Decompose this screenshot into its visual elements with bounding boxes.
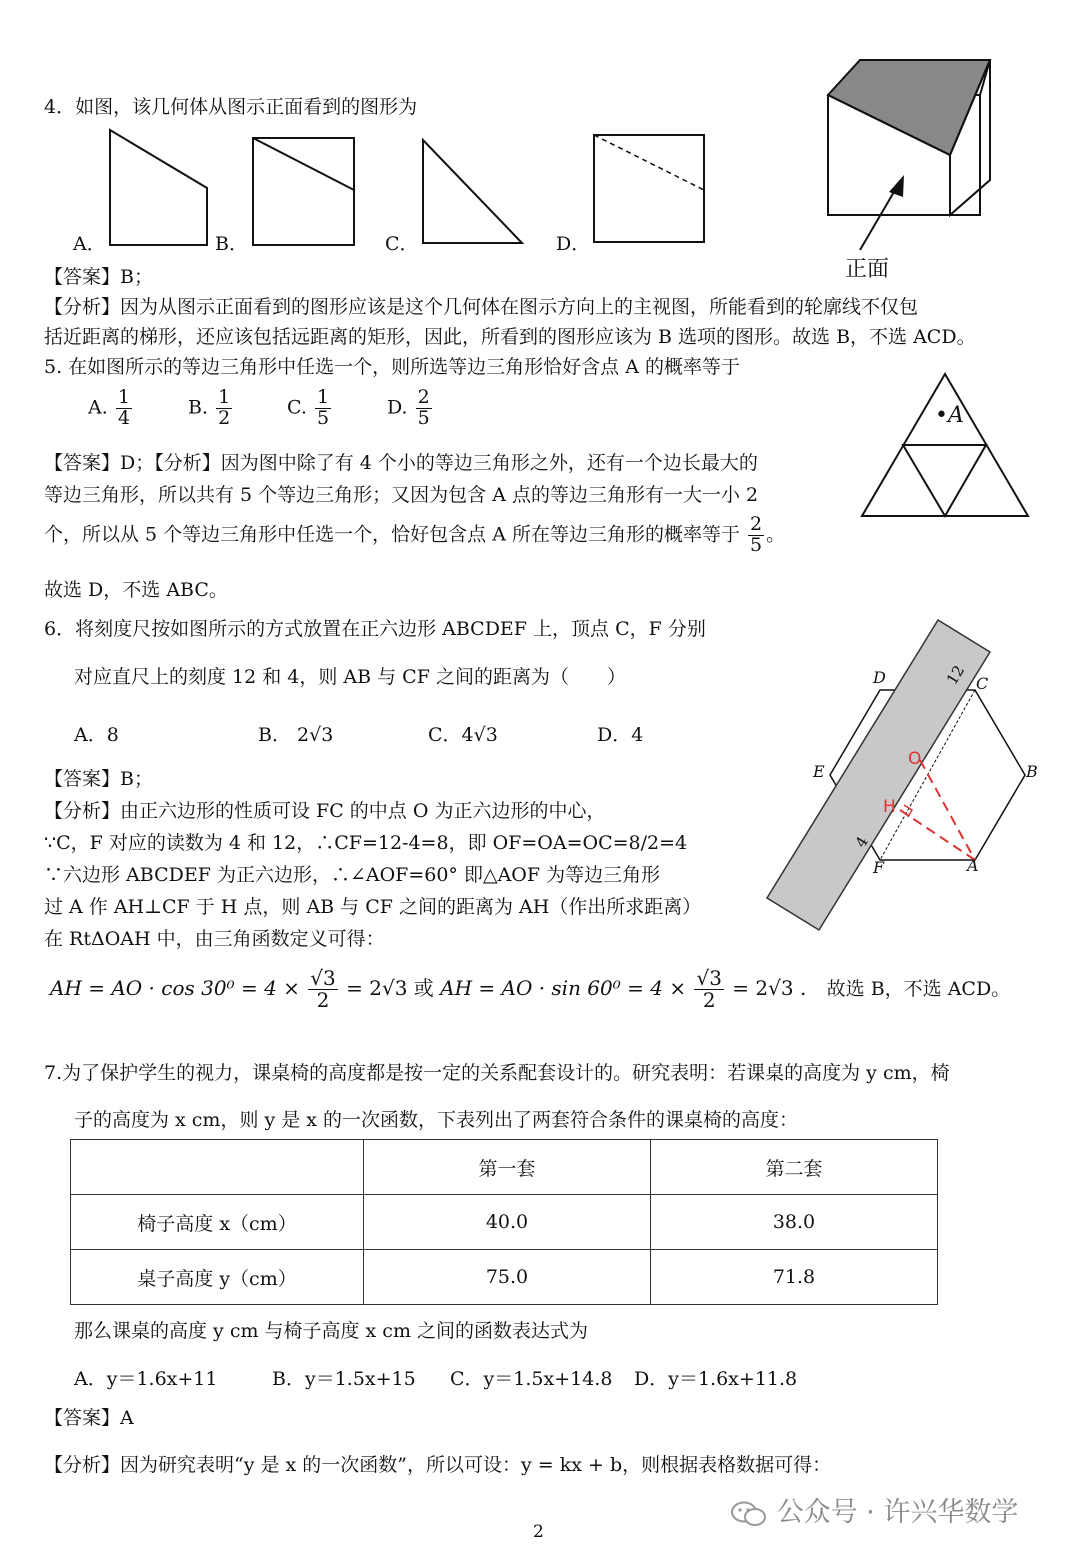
q6-stem-line-1: 6．将刻度尺按如图所示的方式放置在正六边形 ABCDEF 上，顶点 C，F 分别 (44, 618, 706, 640)
q6-label-h: H (883, 797, 896, 817)
q5-option-d (387, 388, 434, 429)
q7-row-chair-set-2: 38.0 (651, 1195, 938, 1250)
q6-label-f: F (873, 858, 885, 877)
q7-row-desk-set-1: 75.0 (364, 1250, 651, 1305)
q4-analysis-line-1: 【分析】因为从图示正面看到的图形应该是这个几何体在图示方向上的主视图，所能看到的轮廓线不仅包 (44, 296, 919, 318)
q6-answer: 【答案】B； (44, 768, 153, 790)
watermark-text: 公众号 · 许兴华数学 (776, 1497, 1019, 1528)
q5-analysis-line-3 (44, 515, 785, 556)
q5-option-b-label: B. (188, 396, 209, 419)
q6-label-a: A (967, 856, 979, 875)
q6-stem-line-2: 对应直尺上的刻度 12 和 4，则 AB 与 CF 之间的距离为（ ） (74, 666, 626, 688)
q5-analysis-frac-num: 2 (750, 513, 763, 535)
q6-formula-or: 或 (413, 976, 434, 1000)
q5-triangle-figure (858, 368, 1038, 523)
q4-solid-figure (820, 55, 1000, 260)
q5-analysis-end: 。 (766, 523, 786, 546)
q4-option-c: C． (385, 233, 419, 255)
q5-option-a-num: 1 (117, 386, 130, 408)
q4-option-d: D． (556, 233, 591, 255)
q6-label-o: O (908, 749, 922, 769)
q6-analysis-line-4: 过 A 作 AH⊥CF 于 H 点，则 AB 与 CF 之间的距离为 AH（作出所求距离） (44, 896, 702, 918)
q4-figure-c (423, 140, 522, 243)
q4-front-label: 正面 (845, 257, 890, 282)
table-row (71, 1195, 938, 1250)
q6-option-d: D．4 (597, 724, 644, 746)
q7-question: 那么课桌的高度 y cm 与椅子高度 x cm 之间的函数表达式为 (74, 1320, 589, 1342)
q5-option-b-den: 2 (218, 406, 231, 429)
q7-answer: 【答案】A (44, 1407, 134, 1429)
q5-option-d-label: D. (387, 396, 408, 419)
q6-label-b: B (1026, 762, 1038, 781)
q5-option-a-label: A. (88, 396, 108, 419)
q7-option-b: B．y＝1.5x+15 (272, 1368, 416, 1390)
q6-formula-cos: AH = AO · cos 30⁰ = 4 × (50, 976, 300, 1000)
q7-row-desk-label: 桌子高度 y（cm） (71, 1250, 364, 1305)
q7-row-chair-set-1: 40.0 (364, 1195, 651, 1250)
q6-option-a: A．8 (74, 724, 119, 746)
q6-formula-frac2-den: 2 (702, 988, 716, 1012)
q5-option-d-den: 5 (417, 406, 430, 429)
q5-option-c-label: C. (287, 396, 307, 419)
q6-label-c: C (976, 674, 989, 693)
q6-hexagon-figure (760, 615, 1060, 945)
watermark (730, 1490, 1018, 1529)
q4-analysis-line-2: 括近距离的梯形，还应该包括远距离的矩形，因此，所看到的图形应该为 B 选项的图形。故选 B，不选 ACD。 (44, 326, 976, 348)
q6-formula-result-2: = 2√3 . (732, 976, 807, 1000)
q6-option-b: B． 2√3 (258, 724, 334, 746)
q6-analysis-line-1: 【分析】由正六边形的性质可设 FC 的中点 O 为正六边形的中心， (44, 800, 606, 822)
q5-point-a-label: •A (935, 403, 964, 428)
q6-analysis-line-5: 在 RtΔOAH 中，由三角函数定义可得： (44, 928, 385, 950)
q6-formula-result-1: = 2√3 (346, 976, 408, 1000)
q5-option-c-num: 1 (316, 386, 330, 408)
q6-ruler-tick-4: 4 (851, 833, 872, 851)
q4-answer: 【答案】B； (44, 266, 153, 288)
page-number: 2 (533, 1522, 544, 1542)
q6-analysis-line-2: ∵C，F 对应的读数为 4 和 12，∴CF=12-4=8，即 OF=OA=OC=8/2=4 (44, 832, 688, 854)
q7-stem-line-1: 7.为了保护学生的视力，课桌椅的高度都是按一定的关系配套设计的。研究表明：若课桌的高度为 y cm，椅 (44, 1062, 950, 1084)
q5-option-a (88, 388, 134, 429)
q6-analysis-line-3: ∵六边形 ABCDEF 为正六边形，∴∠AOF=60° 即△AOF 为等边三角形 (44, 864, 661, 886)
q5-option-b (188, 388, 234, 429)
q7-row-chair-label: 椅子高度 x（cm） (71, 1195, 364, 1250)
q4-figure-d (594, 135, 704, 242)
q6-formula-conclusion: 故选 B，不选 ACD。 (826, 978, 1011, 1000)
q7-header-set-1: 第一套 (364, 1140, 651, 1195)
q7-header-set-2: 第二套 (651, 1140, 938, 1195)
table-row (71, 1250, 938, 1305)
q6-option-c: C．4√3 (428, 724, 498, 746)
q5-analysis-line-2: 等边三角形，所以共有 5 个等边三角形；又因为包含 A 点的等边三角形有一大一小 2 (44, 484, 759, 506)
q5-analysis-line-3-text: 个，所以从 5 个等边三角形中任选一个，恰好包含点 A 所在等边三角形的概率等于 (44, 523, 740, 546)
q7-header-blank (71, 1140, 364, 1195)
q5-analysis-line-1: 【答案】D；【分析】因为图中除了有 4 个小的等边三角形之外，还有一个边长最大的 (44, 452, 758, 474)
q6-formula-frac1-den: 2 (316, 988, 330, 1012)
q6-label-e: E (813, 762, 825, 781)
q7-analysis: 【分析】因为研究表明“y 是 x 的一次函数”，所以可设：y = kx + b，则根据表格数据可得： (44, 1454, 832, 1476)
q5-option-c (287, 388, 333, 429)
q7-option-a: A．y＝1.6x+11 (74, 1368, 218, 1390)
q4-figure-b (253, 138, 354, 245)
q6-formula-frac2-num: √3 (696, 966, 722, 990)
q5-stem: 5. 在如图所示的等边三角形中任选一个，则所选等边三角形恰好含点 A 的概率等于 (44, 356, 740, 378)
q7-table (70, 1139, 938, 1305)
q4-option-a: A． (73, 233, 106, 255)
q7-option-d: D．y＝1.6x+11.8 (634, 1368, 798, 1390)
q5-option-d-num: 2 (417, 386, 430, 408)
q6-formula (50, 968, 1010, 1011)
q6-label-d: D (873, 668, 886, 687)
q5-option-a-den: 4 (117, 406, 130, 429)
q7-row-desk-set-2: 71.8 (651, 1250, 938, 1305)
wechat-icon (730, 1500, 768, 1528)
q4-figure-a (110, 130, 207, 245)
q4-option-b: B． (215, 233, 248, 255)
q6-formula-sin: AH = AO · sin 60⁰ = 4 × (440, 976, 687, 1000)
table-row (71, 1140, 938, 1195)
q5-option-b-num: 1 (218, 386, 231, 408)
q6-ruler-tick-12: 12 (942, 662, 969, 688)
q5-analysis-line-4: 故选 D，不选 ABC。 (44, 579, 228, 601)
q4-stem: 4．如图，该几何体从图示正面看到的图形为 (44, 96, 418, 118)
q6-formula-frac1-num: √3 (310, 966, 336, 990)
q7-option-c: C．y＝1.5x+14.8 (450, 1368, 613, 1390)
q7-stem-line-2: 子的高度为 x cm，则 y 是 x 的一次函数，下表列出了两套符合条件的课桌椅的高度： (74, 1109, 799, 1131)
q5-option-c-den: 5 (316, 406, 330, 429)
q5-analysis-frac-den: 5 (750, 533, 763, 556)
